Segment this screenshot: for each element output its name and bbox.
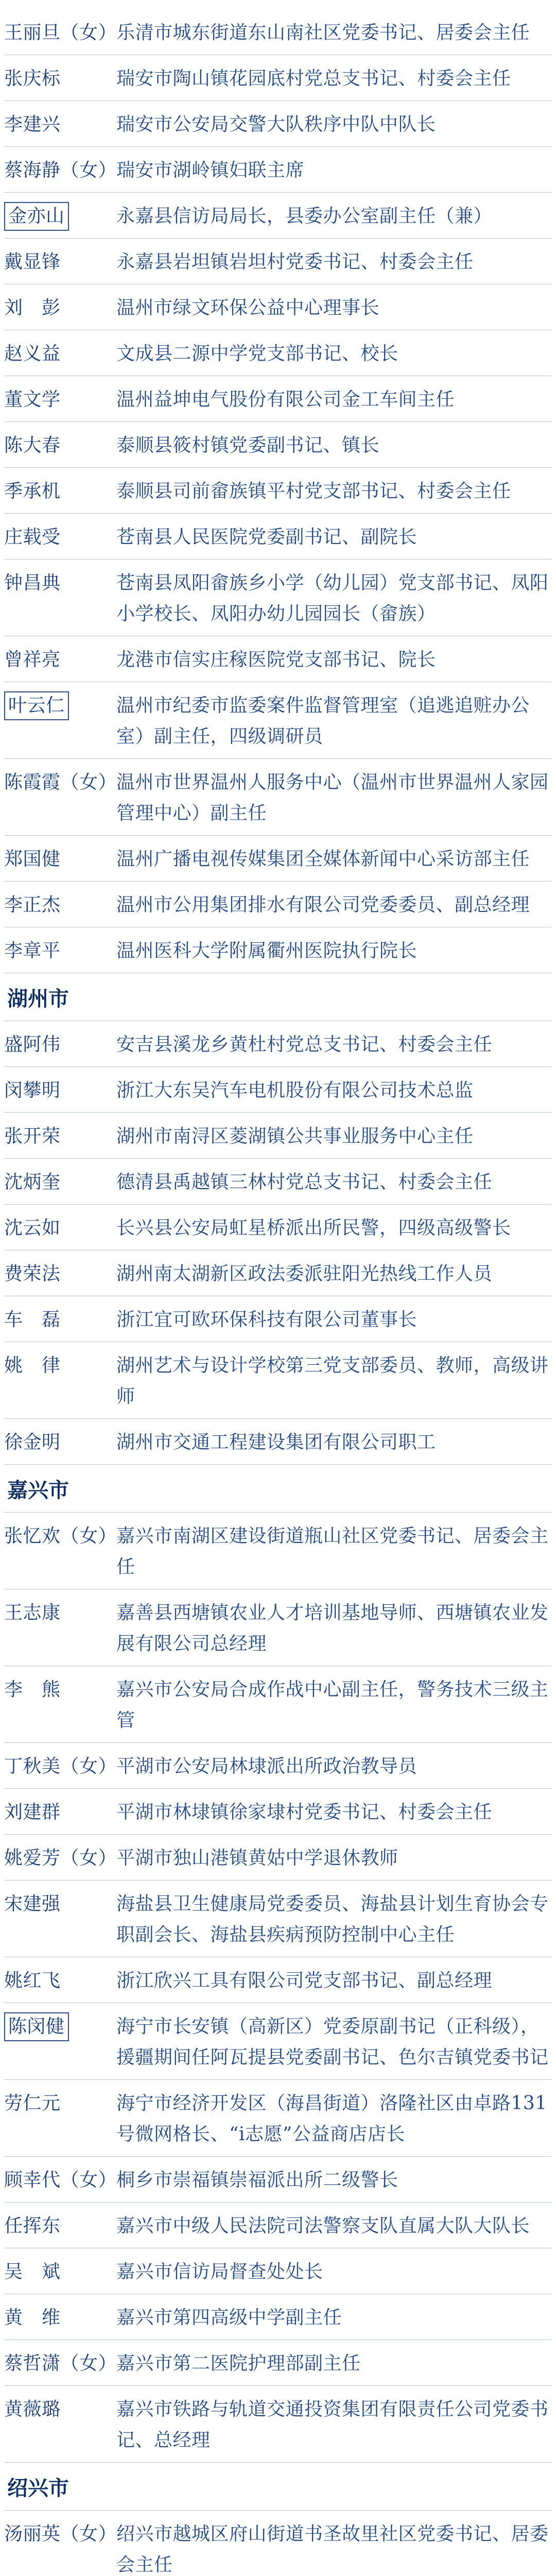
honoree-name: 任挥东	[4, 2215, 61, 2236]
honoree-entry	[4, 682, 552, 759]
honoree-name-cell	[4, 1213, 107, 1244]
honoree-entry	[4, 193, 552, 239]
honoree-title: 温州市绿文环保公益中心理事长	[116, 297, 380, 318]
honoree-entry	[4, 1743, 552, 1789]
honoree-name: 刘 彭	[4, 297, 61, 318]
honoree-title: 泰顺县筱村镇党委副书记、镇长	[116, 435, 380, 456]
honoree-name: 沈云如	[4, 1217, 61, 1239]
honoree-title: 温州益坤电气股份有限公司金工车间主任	[116, 389, 455, 410]
honoree-entry	[4, 2003, 552, 2080]
honoree-name-cell	[4, 2257, 107, 2287]
honoree-title: 龙港市信实庄稼医院党支部书记、院长	[116, 649, 436, 670]
honoree-name-cell	[4, 2165, 117, 2196]
honoree-title: 安吉县溪龙乡黄杜村党总支书记、村委会主任	[116, 1034, 493, 1055]
honoree-entry	[4, 1419, 552, 1465]
honoree-entry	[4, 1835, 552, 1880]
honoree-name: 姚 律	[4, 1355, 61, 1376]
city-heading: 绍兴市	[4, 2463, 552, 2511]
honoree-entry	[4, 284, 552, 330]
honoree-title: 嘉兴市铁路与轨道交通投资集团有限责任公司党委书记、总经理	[116, 2399, 549, 2451]
honoree-title: 嘉兴市信访局督查处处长	[116, 2261, 323, 2282]
honoree-name: 叶云仁	[4, 691, 69, 720]
honoree-title: 嘉兴市公安局合成作战中心副主任，警务技术三级主管	[116, 1679, 549, 1731]
honoree-name: 吴 斌	[4, 2261, 61, 2282]
honoree-name-cell	[4, 109, 107, 140]
honoree-name: 宋建强	[4, 1893, 61, 1914]
honoree-title: 湖州市南浔区菱湖镇公共事业服务中心主任	[116, 1126, 474, 1147]
honoree-name: 费荣法	[4, 1263, 61, 1284]
honoree-name: 曾祥亮	[4, 649, 61, 670]
honoree-entry	[4, 239, 552, 284]
honoree-name-cell	[4, 1598, 107, 1629]
honoree-title: 浙江宜可欧环保科技有限公司董事长	[116, 1309, 418, 1330]
honoree-name-cell	[4, 1350, 107, 1381]
honoree-name-cell	[4, 18, 117, 48]
honoree-name-cell	[4, 1797, 107, 1828]
honoree-entry	[4, 1021, 552, 1067]
honoree-name-cell	[4, 1751, 117, 1782]
honoree-name-cell	[4, 247, 107, 278]
honoree-title: 平湖市林埭镇徐家埭村党委书记、村委会主任	[116, 1802, 493, 1823]
honoree-title: 温州市世界温州人服务中心（温州市世界温州人家园管理中心）副主任	[116, 772, 549, 824]
honoree-name-cell	[4, 1427, 107, 1458]
honoree-name: 钟昌典	[4, 572, 61, 594]
honoree-name: 李章平	[4, 940, 61, 961]
honoree-title: 浙江大东吴汽车电机股份有限公司技术总监	[116, 1080, 474, 1101]
honoree-title: 湖州南太湖新区政法委派驻阳光热线工作人员	[116, 1263, 493, 1284]
honoree-title: 乐清市城东街道东山南社区党委书记、居委会主任	[116, 22, 530, 43]
honoree-title: 长兴县公安局虹星桥派出所民警，四级高级警长	[116, 1217, 511, 1239]
honoree-name-cell	[4, 63, 107, 94]
honoree-name: 黄薇璐	[4, 2399, 61, 2420]
honoree-name: 盛阿伟	[4, 1034, 61, 1055]
honoree-title: 瑞安市陶山镇花园底村党总支书记、村委会主任	[116, 68, 511, 89]
honoree-title: 文成县二源中学党支部书记、校长	[116, 343, 398, 364]
honoree-name-cell	[4, 1521, 117, 1552]
honoree-entry	[4, 101, 552, 147]
honoree-name: 丁秋美（女）	[4, 1756, 117, 1777]
honoree-name: 黄 维	[4, 2307, 61, 2328]
honoree-title: 湖州艺术与设计学校第三党支部委员、教师，高级讲师	[116, 1355, 549, 1407]
honoree-name-cell	[4, 2394, 107, 2425]
honoree-name: 姚爱芳（女）	[4, 1848, 117, 1869]
honoree-title: 绍兴市越城区府山街道书圣故里社区党委书记、居委会主任	[116, 2523, 549, 2575]
honoree-name: 李建兴	[4, 114, 61, 135]
honoree-name-cell	[4, 2211, 107, 2242]
honoree-entry	[4, 376, 552, 422]
honoree-entry	[4, 927, 552, 973]
honoree-entry	[4, 882, 552, 927]
honoree-entry	[4, 1789, 552, 1835]
honoree-name-cell	[4, 1259, 107, 1290]
honoree-title: 瑞安市公安局交警大队秩序中队中队长	[116, 114, 436, 135]
honoree-name-cell	[4, 690, 107, 721]
honoree-title: 温州医科大学附属衢州医院执行院长	[116, 940, 418, 961]
honoree-name: 李 熊	[4, 1679, 61, 1700]
honoree-name-cell	[4, 2088, 107, 2119]
honoree-entry	[4, 514, 552, 560]
honoree-name-cell	[4, 568, 107, 599]
honoree-name: 季承机	[4, 481, 61, 502]
honoree-name: 张开荣	[4, 1126, 61, 1147]
honoree-title: 海宁市经济开发区（海昌街道）洛隆社区由卓路131号微网格长、“i志愿”公益商店店长	[116, 2093, 547, 2145]
honoree-name: 车 磊	[4, 1309, 61, 1330]
honoree-title: 海盐县卫生健康局党委委员、海盐县计划生育协会专职副会长、海盐县疾病预防控制中心主任	[116, 1893, 549, 1945]
honoree-entry	[4, 9, 552, 55]
honoree-title: 嘉兴市中级人民法院司法警察支队直属大队大队长	[116, 2215, 530, 2236]
honoree-name: 张庆标	[4, 68, 61, 89]
honoree-entry	[4, 330, 552, 376]
honoree-name: 汤丽英（女）	[4, 2523, 117, 2545]
honoree-name: 董文学	[4, 389, 61, 410]
honoree-entry	[4, 422, 552, 468]
honoree-name: 张忆欢（女）	[4, 1526, 117, 1547]
honoree-title: 永嘉县信访局局长，县委办公室副主任（兼）	[116, 206, 493, 227]
honoree-name: 赵义益	[4, 343, 61, 364]
honoree-entry	[4, 1880, 552, 1957]
honoree-name-cell	[4, 293, 107, 324]
honoree-name-cell	[4, 1121, 107, 1152]
honoree-title: 嘉兴市南湖区建设街道瓶山社区党委书记、居委会主任	[116, 1526, 549, 1578]
honoree-name-cell	[4, 1889, 107, 1920]
honoree-title: 温州广播电视传媒集团全媒体新闻中心采访部主任	[116, 849, 530, 870]
honoree-entry	[4, 1957, 552, 2003]
honoree-name: 劳仁元	[4, 2093, 61, 2114]
honoree-name-cell	[4, 2302, 107, 2333]
honoree-name-cell	[4, 155, 117, 186]
honoree-name: 闵攀明	[4, 1080, 61, 1101]
honoree-entry	[4, 636, 552, 682]
honoree-name-cell	[4, 1965, 107, 1996]
honoree-entry	[4, 1113, 552, 1159]
honoree-entry	[4, 2294, 552, 2340]
honoree-entry	[4, 1296, 552, 1342]
honoree-entry	[4, 1513, 552, 1589]
honoree-title: 平湖市独山港镇黄姑中学退休教师	[116, 1848, 398, 1869]
honoree-title: 德清县禹越镇三林村党总支书记、村委会主任	[116, 1172, 493, 1193]
honoree-name: 蔡哲潇（女）	[4, 2353, 117, 2374]
honoree-name-cell	[4, 476, 107, 507]
city-heading: 嘉兴市	[4, 1465, 552, 1513]
honoree-entry	[4, 1067, 552, 1113]
honoree-entry	[4, 836, 552, 882]
honoree-name-cell	[4, 1075, 107, 1106]
honoree-name: 陈大春	[4, 435, 61, 456]
honoree-name: 陈霞霞（女）	[4, 772, 117, 793]
honoree-title: 桐乡市崇福镇崇福派出所二级警长	[116, 2170, 398, 2191]
honoree-name-cell	[4, 936, 107, 967]
honoree-title: 瑞安市湖岭镇妇联主席	[116, 160, 305, 181]
honoree-name: 郑国健	[4, 849, 61, 870]
honoree-name: 金亦山	[4, 202, 69, 231]
honoree-entry	[4, 1205, 552, 1250]
honoree-entry	[4, 55, 552, 101]
honoree-name-cell	[4, 844, 107, 875]
honoree-name-cell	[4, 767, 117, 798]
honoree-title: 永嘉县岩坦镇岩坦村党委书记、村委会主任	[116, 251, 474, 273]
honoree-name-cell	[4, 645, 107, 675]
honoree-name-cell	[4, 2348, 117, 2379]
honoree-entry	[4, 2340, 552, 2386]
honoree-name-cell	[4, 1304, 107, 1335]
honoree-name: 李正杰	[4, 894, 61, 916]
honoree-name-cell	[4, 522, 107, 553]
honoree-title: 温州市纪委市监委案件监督管理室（追逃追赃办公室）副主任，四级调研员	[116, 695, 530, 747]
honoree-title: 湖州市交通工程建设集团有限公司职工	[116, 1432, 436, 1453]
honoree-name-cell	[4, 2519, 117, 2550]
honoree-entry	[4, 1342, 552, 1419]
honoree-name-cell	[4, 1167, 107, 1198]
honoree-title: 嘉兴市第四高级中学副主任	[116, 2307, 342, 2328]
honoree-entry	[4, 468, 552, 514]
honoree-title: 温州市公用集团排水有限公司党委委员、副总经理	[116, 894, 530, 916]
honoree-name: 王志康	[4, 1602, 61, 1623]
honoree-title: 浙江欣兴工具有限公司党支部书记、副总经理	[116, 1970, 493, 1991]
honoree-entry	[4, 2202, 552, 2248]
honoree-name-cell	[4, 384, 107, 415]
honoree-title: 苍南县人民医院党委副书记、副院长	[116, 527, 418, 548]
honoree-entry	[4, 2248, 552, 2294]
honoree-name-cell	[4, 1029, 107, 1060]
honoree-entry	[4, 1250, 552, 1296]
honoree-entry	[4, 1159, 552, 1205]
honoree-name: 王丽旦（女）	[4, 22, 117, 43]
honoree-name: 蔡海静（女）	[4, 160, 117, 181]
honoree-name: 戴显锋	[4, 251, 61, 273]
honoree-entry	[4, 147, 552, 193]
honoree-name: 沈炳奎	[4, 1172, 61, 1193]
honoree-title: 嘉善县西塘镇农业人才培训基地导师、西塘镇农业发展有限公司总经理	[116, 1602, 549, 1654]
honoree-name: 庄载受	[4, 527, 61, 548]
honoree-title: 平湖市公安局林埭派出所政治教导员	[116, 1756, 418, 1777]
honoree-name-cell	[4, 1674, 107, 1705]
honoree-entry	[4, 2080, 552, 2157]
honoree-name-cell	[4, 2011, 107, 2042]
honoree-entry	[4, 1666, 552, 1743]
honoree-title: 泰顺县司前畲族镇平村党支部书记、村委会主任	[116, 481, 511, 502]
honoree-entry	[4, 2386, 552, 2463]
honoree-title: 苍南县凤阳畲族乡小学（幼儿园）党支部书记、凤阳小学校长、凤阳办幼儿园园长（畲族）	[116, 572, 549, 624]
honoree-name: 顾幸代（女）	[4, 2170, 117, 2191]
honoree-name: 姚红飞	[4, 1970, 61, 1991]
honoree-name-cell	[4, 890, 107, 921]
city-heading: 湖州市	[4, 973, 552, 1021]
honoree-name-cell	[4, 1843, 117, 1874]
honoree-entry	[4, 2511, 552, 2576]
honoree-entry	[4, 1589, 552, 1666]
honoree-name-cell	[4, 338, 107, 369]
honoree-entry	[4, 759, 552, 836]
honoree-entry	[4, 2157, 552, 2202]
honoree-title: 海宁市长安镇（高新区）党委原副书记（正科级），援疆期间任阿瓦提县党委副书记、色尔吉镇党委书记	[116, 2016, 549, 2068]
honoree-name: 陈闵健	[4, 2012, 69, 2041]
honoree-name: 徐金明	[4, 1432, 61, 1453]
honoree-name: 刘建群	[4, 1802, 61, 1823]
honoree-title: 嘉兴市第二医院护理部副主任	[116, 2353, 361, 2374]
honoree-name-cell	[4, 430, 107, 461]
honoree-name-cell	[4, 201, 107, 232]
honoree-entry	[4, 560, 552, 636]
